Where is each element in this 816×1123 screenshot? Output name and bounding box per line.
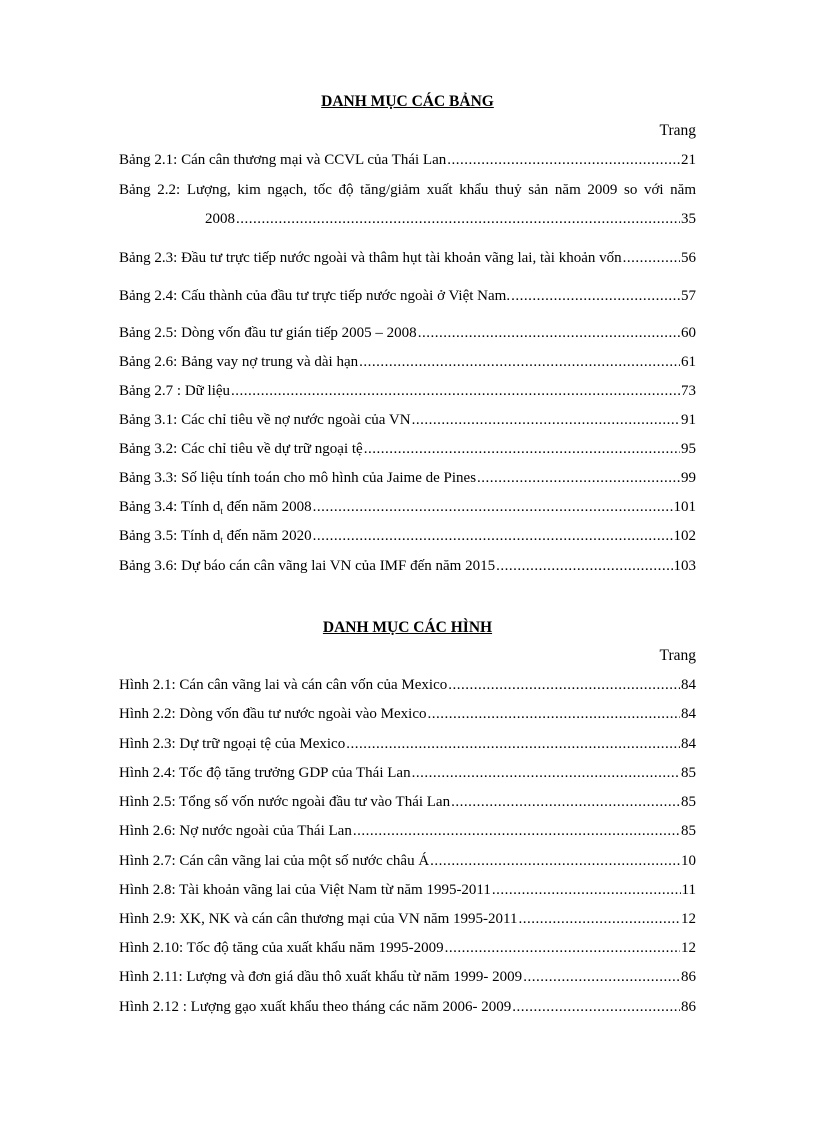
toc-entry[interactable] [119,881,696,899]
dot-leader [412,764,680,782]
entry-label: Hình 2.11: Lượng và đơn giá dầu thô xuất khẩu từ năm 1999- 2009 [119,969,523,985]
dot-leader [492,881,681,899]
entry-page: 99 [681,470,696,486]
entry-page: 86 [681,999,696,1015]
dot-leader [430,852,680,870]
dot-leader [447,151,680,169]
toc-entry[interactable] [119,852,696,870]
toc-entry[interactable] [119,939,696,957]
toc-entry[interactable] [119,440,696,458]
entry-label: Bảng 3.2: Các chỉ tiêu về dự trữ ngoại tệ [119,441,363,457]
toc-entry[interactable] [119,382,696,400]
dot-leader [477,469,680,487]
dot-leader [427,705,680,723]
entry-label: Bảng 2.1: Cán cân thương mại và CCVL của Thái Lan [119,152,447,168]
toc-entry[interactable] [119,469,696,487]
entry-label-line1: Bảng 2.2: Lượng, kim ngạch, tốc độ tăng/giảm xuất khẩu thuỷ sản năm 2009 so với năm [119,182,696,198]
entry-page: 84 [681,677,696,693]
tables-page-column-label: Trang [659,122,696,139]
dot-leader [496,557,672,575]
figures-page-column-label: Trang [659,647,696,664]
entry-label: Hình 2.1: Cán cân vãng lai và cán cân vốn của Mexico [119,677,448,693]
entry-label: Bảng 3.5: Tính $d_t$ đến năm 2020 [119,528,312,545]
toc-entry[interactable] [119,557,696,575]
entry-page: 12 [681,940,696,956]
entry-label: Bảng 3.3: Số liệu tính toán cho mô hình của Jaime de Pines [119,470,477,486]
entry-page: 60 [681,325,696,341]
figures-list-title: DANH MỤC CÁC HÌNH [322,619,493,636]
entry-label: Bảng 3.6: Dự báo cán cân vãng lai VN của IMF đến năm 2015 [119,558,496,574]
entry-label: 2008 [205,211,235,227]
entry-page: 84 [681,706,696,722]
entry-label: Bảng 2.3: Đầu tư trực tiếp nước ngoài và thâm hụt tài khoản vãng lai, tài khoản vốn [119,250,622,266]
dot-leader [236,210,680,228]
entry-page: 102 [673,528,696,544]
dot-leader [445,939,680,957]
dot-leader [313,498,673,516]
toc-entry[interactable] [119,793,696,811]
toc-entry[interactable] [119,822,696,840]
toc-entry[interactable] [119,735,696,753]
dot-leader [512,998,680,1016]
entry-label: Hình 2.6: Nợ nước ngoài của Thái Lan [119,823,352,839]
entry-label: Bảng 3.4: Tính $d_t$ đến năm 2008 [119,499,312,516]
dot-leader [623,249,680,267]
entry-label: Hình 2.9: XK, NK và cán cân thương mại của VN năm 1995-2011 [119,911,518,927]
dot-leader [518,910,680,928]
dot-leader [346,735,680,753]
toc-entry[interactable] [119,764,696,782]
entry-page: 10 [681,853,696,869]
entry-page: 84 [681,736,696,752]
entry-page: 57 [681,288,696,304]
toc-entry[interactable] [119,968,696,986]
dot-leader [353,822,680,840]
entry-page: 21 [681,152,696,168]
dot-leader [451,793,680,811]
entry-page: 85 [681,823,696,839]
dot-leader [448,676,680,694]
entry-page: 101 [673,499,696,515]
toc-entry[interactable] [119,705,696,723]
toc-entry[interactable] [119,998,696,1016]
toc-entry[interactable] [119,249,696,267]
entry-page: 95 [681,441,696,457]
toc-entry[interactable] [119,324,696,342]
entry-label: Bảng 2.6: Bảng vay nợ trung và dài hạn [119,354,359,370]
entry-label: Hình 2.8: Tài khoản vãng lai của Việt Nam từ năm 1995-2011 [119,882,491,898]
dot-leader [511,287,680,305]
toc-entry[interactable] [119,181,696,228]
toc-entry[interactable] [119,910,696,928]
entry-label: Hình 2.12 : Lượng gạo xuất khẩu theo tháng các năm 2006- 2009 [119,999,512,1015]
dot-leader [359,353,680,371]
dot-leader [412,411,680,429]
entry-label: Bảng 2.4: Cấu thành của đầu tư trực tiếp nước ngoài ở Việt Nam. [119,288,511,304]
toc-entry[interactable] [119,353,696,371]
toc-entry[interactable] [119,527,696,549]
entry-label: Bảng 2.5: Dòng vốn đầu tư gián tiếp 2005 – 2008 [119,325,417,341]
entry-page: 35 [681,211,696,227]
entry-page: 85 [681,794,696,810]
entry-label: Hình 2.4: Tốc độ tăng trưởng GDP của Thái Lan [119,765,411,781]
dot-leader [231,382,680,400]
dot-leader [418,324,680,342]
dot-leader [313,527,673,545]
toc-entry[interactable] [119,287,696,305]
toc-entry[interactable] [119,498,696,520]
dot-leader [364,440,680,458]
entry-page: 86 [681,969,696,985]
entry-page: 56 [681,250,696,266]
entry-label: Bảng 2.7 : Dữ liệu [119,383,231,399]
entry-page: 73 [681,383,696,399]
entry-label: Hình 2.7: Cán cân vãng lai của một số nước châu Á [119,853,430,869]
toc-entry[interactable] [119,151,696,169]
entry-page: 103 [673,558,696,574]
entry-page: 85 [681,765,696,781]
toc-entry[interactable] [119,676,696,694]
entry-label: Hình 2.3: Dự trữ ngoại tệ của Mexico [119,736,346,752]
dot-leader [523,968,680,986]
entry-label: Bảng 3.1: Các chỉ tiêu về nợ nước ngoài của VN [119,412,411,428]
entry-page: 11 [681,882,696,898]
entry-page: 91 [681,412,696,428]
toc-entry[interactable] [119,411,696,429]
entry-label: Hình 2.5: Tổng số vốn nước ngoài đầu tư vào Thái Lan [119,794,451,810]
entry-label: Hình 2.10: Tốc độ tăng của xuất khẩu năm 1995-2009 [119,940,444,956]
tables-list-title: DANH MỤC CÁC BẢNG [321,93,494,110]
entry-label: Hình 2.2: Dòng vốn đầu tư nước ngoài vào Mexico [119,706,427,722]
entry-page: 12 [681,911,696,927]
entry-page: 61 [681,354,696,370]
